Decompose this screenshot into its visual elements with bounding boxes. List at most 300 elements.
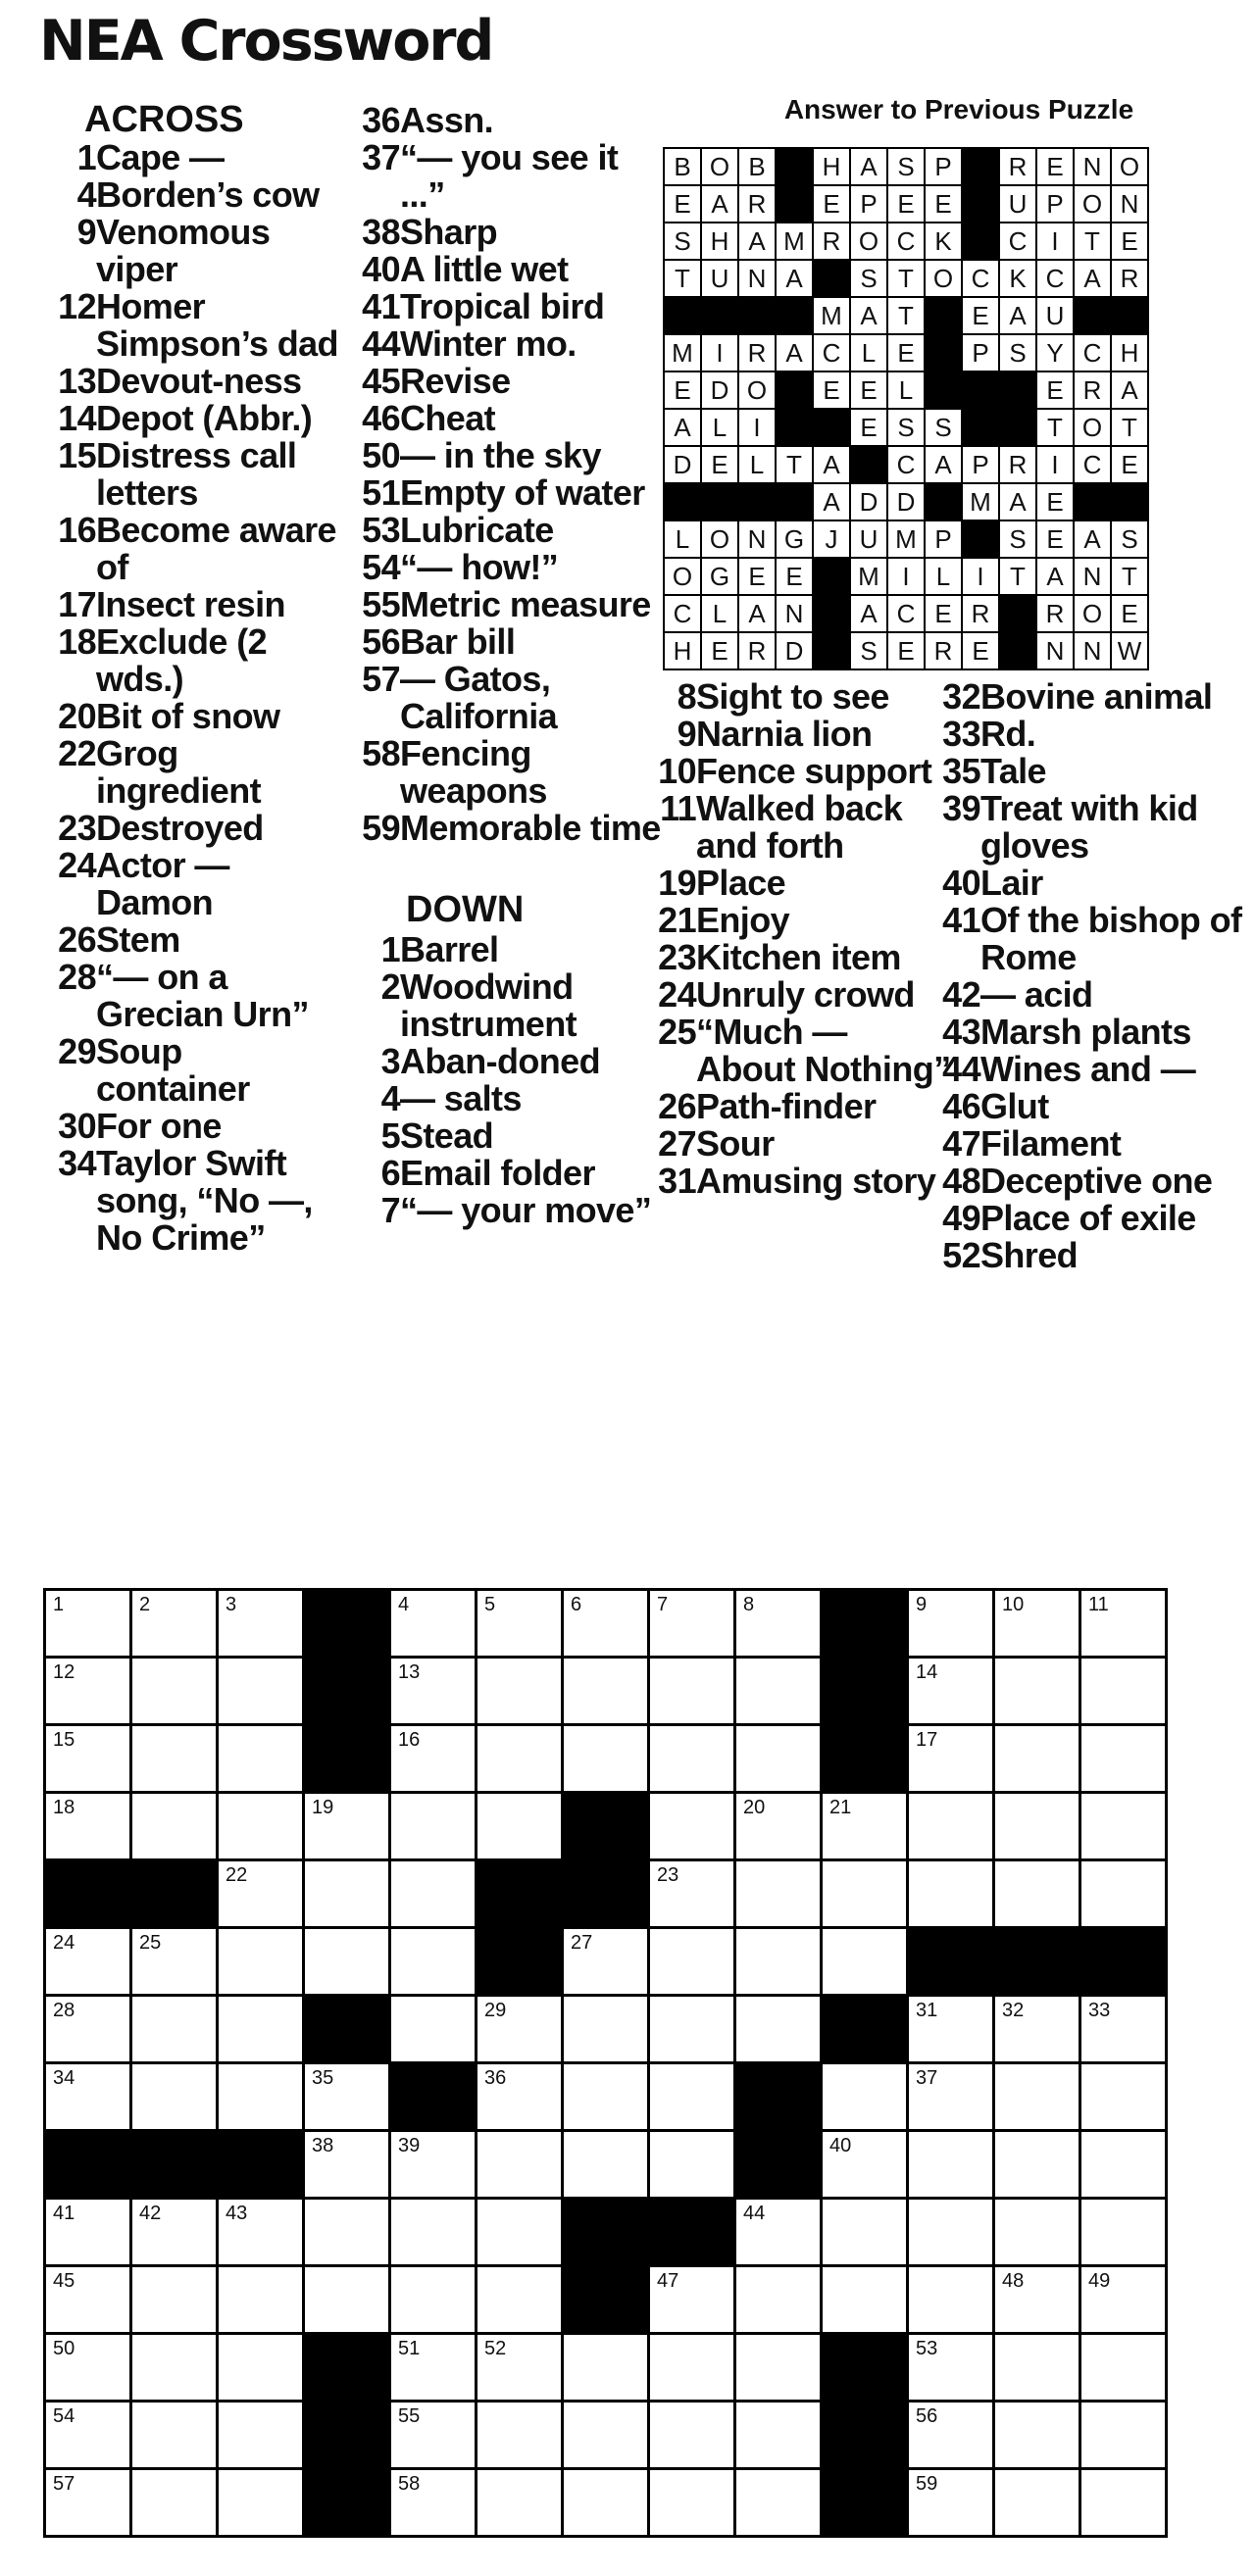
black-square: [563, 2199, 649, 2266]
grid-cell[interactable]: [649, 1658, 735, 1725]
previous-answer-cell: E: [701, 446, 738, 483]
grid-cell[interactable]: [390, 2199, 477, 2266]
grid-cell[interactable]: [390, 1658, 477, 1725]
cell-number: 7: [657, 1594, 669, 1615]
grid-cell[interactable]: [390, 2131, 477, 2199]
grid-cell[interactable]: [477, 2199, 563, 2266]
cell-number: 33: [1088, 2000, 1111, 2021]
grid-cell[interactable]: [735, 2402, 822, 2469]
cell-number: 8: [743, 1594, 755, 1615]
grid-cell[interactable]: [390, 1793, 477, 1860]
grid-cell[interactable]: [304, 2199, 390, 2266]
grid-cell[interactable]: [304, 2266, 390, 2334]
black-square: [563, 1793, 649, 1860]
previous-answer-cell: U: [850, 520, 887, 558]
clue-number: 55: [362, 584, 400, 624]
grid-cell[interactable]: [908, 2266, 994, 2334]
grid-cell[interactable]: [735, 2266, 822, 2334]
grid-row: [45, 1928, 1167, 1996]
grid-cell[interactable]: [304, 1928, 390, 1996]
grid-cell[interactable]: [649, 2334, 735, 2402]
black-square: [563, 2266, 649, 2334]
grid-cell[interactable]: [45, 2199, 131, 2266]
previous-answer-cell: E: [813, 372, 850, 409]
previous-answer-cell: R: [738, 185, 776, 223]
grid-cell[interactable]: [477, 1725, 563, 1793]
grid-cell[interactable]: [994, 2131, 1080, 2199]
previous-answer-cell: E: [1036, 520, 1074, 558]
previous-answer-cell: T: [999, 558, 1036, 595]
across-clue-15: [37, 437, 341, 512]
grid-cell[interactable]: [45, 2469, 131, 2537]
grid-cell[interactable]: [908, 1590, 994, 1658]
clue-number: 57: [362, 659, 400, 699]
grid-cell[interactable]: [563, 2469, 649, 2537]
grid-row: [45, 1725, 1167, 1793]
grid-cell[interactable]: [131, 1590, 218, 1658]
previous-answer-cell: I: [962, 558, 999, 595]
grid-cell[interactable]: [994, 1860, 1080, 1928]
previous-answer-cell: O: [1074, 595, 1111, 632]
grid-cell[interactable]: [1080, 2199, 1167, 2266]
across-clue-24: [37, 847, 341, 921]
grid-cell[interactable]: [735, 1725, 822, 1793]
grid-cell[interactable]: [994, 2334, 1080, 2402]
grid-cell[interactable]: [563, 1658, 649, 1725]
grid-cell[interactable]: [45, 1928, 131, 1996]
down-clue-48: [922, 1163, 1255, 1200]
clue-number: 8: [677, 676, 696, 717]
grid-cell[interactable]: [1080, 1658, 1167, 1725]
clue-number: 9: [677, 714, 696, 754]
across-clue-44: [341, 325, 665, 363]
grid-cell[interactable]: [908, 2131, 994, 2199]
previous-black-square: [813, 595, 850, 632]
clue-number: 47: [942, 1123, 980, 1164]
clue-number: 58: [362, 733, 400, 773]
grid-cell[interactable]: [218, 2334, 304, 2402]
clue-number: 17: [58, 584, 96, 624]
grid-cell[interactable]: [477, 1996, 563, 2063]
clue-text: Deceptive one: [980, 1161, 1213, 1201]
grid-cell[interactable]: [1080, 2266, 1167, 2334]
clue-number: 29: [58, 1031, 96, 1071]
black-square: [822, 2469, 908, 2537]
clue-text: — in the sky: [400, 435, 601, 475]
previous-answer-cell: O: [1074, 185, 1111, 223]
previous-black-square: [776, 409, 813, 446]
grid-cell[interactable]: [45, 1725, 131, 1793]
grid-cell[interactable]: [218, 1793, 304, 1860]
grid-cell[interactable]: [304, 2063, 390, 2131]
clue-number: 59: [362, 808, 400, 848]
clue-text: Fence support: [696, 751, 932, 791]
clue-number: 33: [942, 714, 980, 754]
grid-cell[interactable]: [908, 2063, 994, 2131]
grid-cell[interactable]: [822, 2266, 908, 2334]
grid-cell[interactable]: [304, 1860, 390, 1928]
grid-cell[interactable]: [563, 1590, 649, 1658]
previous-black-square: [738, 483, 776, 520]
grid-cell[interactable]: [390, 1996, 477, 2063]
previous-answer-cell: I: [1036, 446, 1074, 483]
grid-cell[interactable]: [822, 2131, 908, 2199]
cell-number: 49: [1088, 2270, 1111, 2292]
clue-text: Narnia lion: [696, 714, 873, 754]
grid-cell[interactable]: [735, 1658, 822, 1725]
grid-cell[interactable]: [131, 1928, 218, 1996]
grid-cell[interactable]: [390, 1590, 477, 1658]
previous-answer-cell: O: [664, 558, 701, 595]
clue-text: Rd.: [980, 714, 1036, 754]
grid-cell[interactable]: [735, 1860, 822, 1928]
clue-number: 21: [658, 900, 696, 940]
grid-cell[interactable]: [218, 1725, 304, 1793]
grid-cell[interactable]: [1080, 1725, 1167, 1793]
previous-answer-cell: Y: [1036, 334, 1074, 372]
grid-cell[interactable]: [131, 2063, 218, 2131]
grid-cell[interactable]: [131, 2199, 218, 2266]
down-clue-42: [922, 976, 1255, 1014]
clue-number: 11: [660, 788, 696, 828]
grid-cell[interactable]: [131, 1793, 218, 1860]
grid-cell[interactable]: [390, 1860, 477, 1928]
grid-cell[interactable]: [1080, 2131, 1167, 2199]
cell-number: 10: [1002, 1594, 1025, 1615]
grid-cell[interactable]: [649, 1996, 735, 2063]
previous-answer-cell: N: [738, 520, 776, 558]
grid-cell[interactable]: [822, 2199, 908, 2266]
previous-answer-cell: L: [701, 409, 738, 446]
grid-cell[interactable]: [735, 1793, 822, 1860]
clue-number: 41: [942, 900, 980, 940]
grid-cell[interactable]: [218, 1658, 304, 1725]
clue-text: Stead: [400, 1115, 494, 1156]
grid-cell[interactable]: [563, 1725, 649, 1793]
cell-number: 20: [743, 1797, 766, 1818]
grid-cell[interactable]: [218, 1996, 304, 2063]
previous-answer-cell: P: [962, 334, 999, 372]
grid-cell[interactable]: [563, 2131, 649, 2199]
grid-cell[interactable]: [563, 1928, 649, 1996]
grid-cell[interactable]: [477, 2063, 563, 2131]
grid-cell[interactable]: [131, 2334, 218, 2402]
cell-number: 57: [53, 2473, 75, 2495]
grid-cell[interactable]: [822, 1793, 908, 1860]
down-clue-41: [922, 902, 1255, 976]
clue-number: 39: [942, 788, 980, 828]
clue-number: 51: [362, 472, 400, 513]
down-clue-4: [341, 1080, 665, 1117]
grid-cell[interactable]: [218, 1928, 304, 1996]
previous-answer-cell: W: [1111, 632, 1148, 669]
grid-cell[interactable]: [131, 1996, 218, 2063]
previous-answer-cell: A: [1074, 520, 1111, 558]
clue-number: 41: [362, 286, 400, 326]
grid-cell[interactable]: [563, 2063, 649, 2131]
grid-cell[interactable]: [1080, 1860, 1167, 1928]
across-clue-12: [37, 288, 341, 363]
grid-cell[interactable]: [649, 1793, 735, 1860]
clue-number: 53: [362, 510, 400, 550]
across-clue-58: [341, 735, 665, 810]
grid-cell[interactable]: [908, 2469, 994, 2537]
grid-cell[interactable]: [477, 2334, 563, 2402]
grid-cell[interactable]: [908, 2199, 994, 2266]
clue-text: Path-finder: [696, 1086, 877, 1126]
black-square: [822, 1725, 908, 1793]
clue-number: 40: [362, 249, 400, 289]
grid-cell[interactable]: [45, 1996, 131, 2063]
grid-cell[interactable]: [563, 2402, 649, 2469]
cell-number: 14: [916, 1661, 938, 1683]
previous-answer-cell: L: [738, 446, 776, 483]
grid-cell[interactable]: [45, 2402, 131, 2469]
previous-black-square: [701, 483, 738, 520]
previous-answer-cell: B: [738, 148, 776, 185]
grid-cell[interactable]: [1080, 2334, 1167, 2402]
cell-number: 5: [484, 1594, 496, 1615]
grid-cell[interactable]: [45, 2063, 131, 2131]
grid-cell[interactable]: [735, 2334, 822, 2402]
previous-answer-cell: U: [999, 185, 1036, 223]
grid-cell[interactable]: [1080, 2469, 1167, 2537]
clue-number: 25: [658, 1012, 696, 1052]
down-clue-40: [922, 865, 1255, 902]
clue-text: Insect resin: [96, 584, 285, 624]
grid-cell[interactable]: [218, 2266, 304, 2334]
previous-grid-row: [664, 409, 1148, 446]
previous-answer-cell: H: [1111, 334, 1148, 372]
previous-answer-cell: S: [999, 520, 1036, 558]
previous-answer-cell: P: [850, 185, 887, 223]
grid-cell[interactable]: [563, 2334, 649, 2402]
grid-cell[interactable]: [477, 1590, 563, 1658]
cell-number: 59: [916, 2473, 938, 2495]
grid-cell[interactable]: [735, 2199, 822, 2266]
across-clue-40: [341, 251, 665, 288]
grid-cell[interactable]: [131, 2402, 218, 2469]
grid-cell[interactable]: [649, 2266, 735, 2334]
across-clue-37: [341, 139, 665, 214]
black-square: [822, 2334, 908, 2402]
clue-number: 38: [362, 212, 400, 252]
cell-number: 47: [657, 2270, 679, 2292]
grid-cell[interactable]: [477, 2402, 563, 2469]
previous-answer-cell: T: [887, 297, 925, 334]
grid-cell[interactable]: [908, 2402, 994, 2469]
grid-cell[interactable]: [908, 1793, 994, 1860]
grid-cell[interactable]: [218, 1590, 304, 1658]
grid-cell[interactable]: [131, 2469, 218, 2537]
cell-number: 24: [53, 1932, 75, 1954]
grid-cell[interactable]: [1080, 2063, 1167, 2131]
grid-cell[interactable]: [218, 1860, 304, 1928]
grid-cell[interactable]: [218, 2469, 304, 2537]
previous-black-square: [962, 409, 999, 446]
grid-cell[interactable]: [649, 1590, 735, 1658]
grid-cell[interactable]: [735, 1590, 822, 1658]
previous-black-square: [925, 297, 962, 334]
grid-cell[interactable]: [994, 1996, 1080, 2063]
across-clue-9: [37, 214, 341, 288]
clue-text: Filament: [980, 1123, 1122, 1164]
clue-number: 52: [942, 1235, 980, 1275]
previous-grid-row: [664, 260, 1148, 297]
grid-cell[interactable]: [994, 1590, 1080, 1658]
grid-cell[interactable]: [735, 2469, 822, 2537]
across-clue-14: [37, 400, 341, 437]
previous-answer-cell: T: [1074, 223, 1111, 260]
grid-cell[interactable]: [477, 1793, 563, 1860]
previous-answer-cell: P: [962, 446, 999, 483]
grid-cell[interactable]: [390, 2402, 477, 2469]
grid-cell[interactable]: [822, 1860, 908, 1928]
grid-cell[interactable]: [735, 1928, 822, 1996]
grid-cell[interactable]: [994, 2469, 1080, 2537]
grid-cell[interactable]: [649, 1725, 735, 1793]
clue-text: Bar bill: [400, 621, 516, 662]
grid-cell[interactable]: [822, 1928, 908, 1996]
previous-answer-cell: R: [1036, 595, 1074, 632]
grid-cell[interactable]: [563, 1996, 649, 2063]
down-column-4: [922, 678, 1255, 1274]
clue-text: “— your move”: [400, 1190, 652, 1230]
grid-cell[interactable]: [994, 2063, 1080, 2131]
clue-number: 56: [362, 621, 400, 662]
clue-number: 40: [942, 863, 980, 903]
grid-cell[interactable]: [994, 1793, 1080, 1860]
clue-text: — salts: [400, 1078, 522, 1118]
grid-cell[interactable]: [649, 1860, 735, 1928]
previous-answer-cell: D: [701, 372, 738, 409]
grid-cell[interactable]: [994, 2402, 1080, 2469]
previous-answer-cell: N: [1036, 632, 1074, 669]
previous-answer-cell: O: [1074, 409, 1111, 446]
black-square: [131, 2131, 218, 2199]
grid-cell[interactable]: [649, 2469, 735, 2537]
grid-cell[interactable]: [735, 1996, 822, 2063]
previous-answer-cell: N: [1074, 148, 1111, 185]
cell-number: 6: [571, 1594, 582, 1615]
previous-answer-cell: M: [813, 297, 850, 334]
grid-cell[interactable]: [45, 1658, 131, 1725]
black-square: [477, 1928, 563, 1996]
previous-answer-cell: E: [850, 409, 887, 446]
previous-answer-cell: P: [925, 148, 962, 185]
across-clue-13: [37, 363, 341, 400]
grid-cell[interactable]: [1080, 1590, 1167, 1658]
previous-answer-cell: G: [701, 558, 738, 595]
grid-cell[interactable]: [477, 2266, 563, 2334]
clue-number: 26: [658, 1086, 696, 1126]
grid-cell[interactable]: [218, 2063, 304, 2131]
grid-cell[interactable]: [649, 2131, 735, 2199]
grid-cell[interactable]: [45, 2266, 131, 2334]
previous-answer-cell: A: [813, 483, 850, 520]
previous-answer-cell: E: [738, 558, 776, 595]
grid-cell[interactable]: [45, 1793, 131, 1860]
previous-answer-cell: B: [664, 148, 701, 185]
grid-cell[interactable]: [649, 2063, 735, 2131]
previous-grid-row: [664, 483, 1148, 520]
grid-cell[interactable]: [908, 2334, 994, 2402]
previous-answer-cell: L: [925, 558, 962, 595]
previous-answer-cell: A: [664, 409, 701, 446]
grid-cell[interactable]: [390, 2334, 477, 2402]
grid-cell[interactable]: [994, 2199, 1080, 2266]
grid-cell[interactable]: [390, 1928, 477, 1996]
grid-cell[interactable]: [908, 1725, 994, 1793]
grid-cell[interactable]: [131, 2266, 218, 2334]
grid-cell[interactable]: [822, 2063, 908, 2131]
previous-black-square: [813, 632, 850, 669]
previous-answer-cell: N: [738, 260, 776, 297]
grid-cell[interactable]: [908, 1860, 994, 1928]
grid-cell[interactable]: [994, 1658, 1080, 1725]
down-clue-11: [637, 790, 951, 865]
black-square: [304, 2402, 390, 2469]
previous-answer-cell: T: [664, 260, 701, 297]
grid-cell[interactable]: [649, 2402, 735, 2469]
grid-cell[interactable]: [304, 2131, 390, 2199]
clue-text: A little wet: [400, 249, 569, 289]
clue-number: 6: [380, 1153, 400, 1193]
grid-cell[interactable]: [45, 1590, 131, 1658]
clue-number: 46: [362, 398, 400, 438]
grid-cell[interactable]: [218, 2199, 304, 2266]
previous-answer-cell: E: [887, 632, 925, 669]
across-clue-38: [341, 214, 665, 251]
previous-answer-cell: R: [738, 632, 776, 669]
black-square: [649, 2199, 735, 2266]
black-square: [304, 1725, 390, 1793]
grid-cell[interactable]: [1080, 2402, 1167, 2469]
grid-cell[interactable]: [994, 2266, 1080, 2334]
cell-number: 25: [139, 1932, 162, 1954]
grid-cell[interactable]: [477, 2469, 563, 2537]
clue-text: Place: [696, 863, 786, 903]
grid-cell[interactable]: [390, 2469, 477, 2537]
previous-answer-cell: E: [701, 632, 738, 669]
previous-answer-cell: C: [887, 595, 925, 632]
grid-cell[interactable]: [477, 1658, 563, 1725]
grid-cell[interactable]: [1080, 1996, 1167, 2063]
previous-answer-cell: A: [813, 446, 850, 483]
grid-cell[interactable]: [908, 1658, 994, 1725]
black-square: [994, 1928, 1080, 1996]
grid-cell[interactable]: [218, 2402, 304, 2469]
grid-cell[interactable]: [1080, 1793, 1167, 1860]
clue-text: For one: [96, 1106, 222, 1146]
grid-cell[interactable]: [390, 1725, 477, 1793]
grid-cell[interactable]: [649, 1928, 735, 1996]
previous-answer-cell: A: [925, 446, 962, 483]
down-clue-31: [637, 1163, 951, 1200]
grid-cell[interactable]: [45, 2334, 131, 2402]
grid-cell[interactable]: [390, 2266, 477, 2334]
grid-cell[interactable]: [131, 1658, 218, 1725]
crossword-grid: [43, 1588, 1168, 2538]
grid-cell[interactable]: [131, 1725, 218, 1793]
grid-cell[interactable]: [477, 2131, 563, 2199]
grid-cell[interactable]: [908, 1996, 994, 2063]
grid-cell[interactable]: [994, 1725, 1080, 1793]
previous-black-square: [776, 185, 813, 223]
grid-cell[interactable]: [304, 1793, 390, 1860]
grid-row: [45, 2063, 1167, 2131]
previous-black-square: [1111, 297, 1148, 334]
